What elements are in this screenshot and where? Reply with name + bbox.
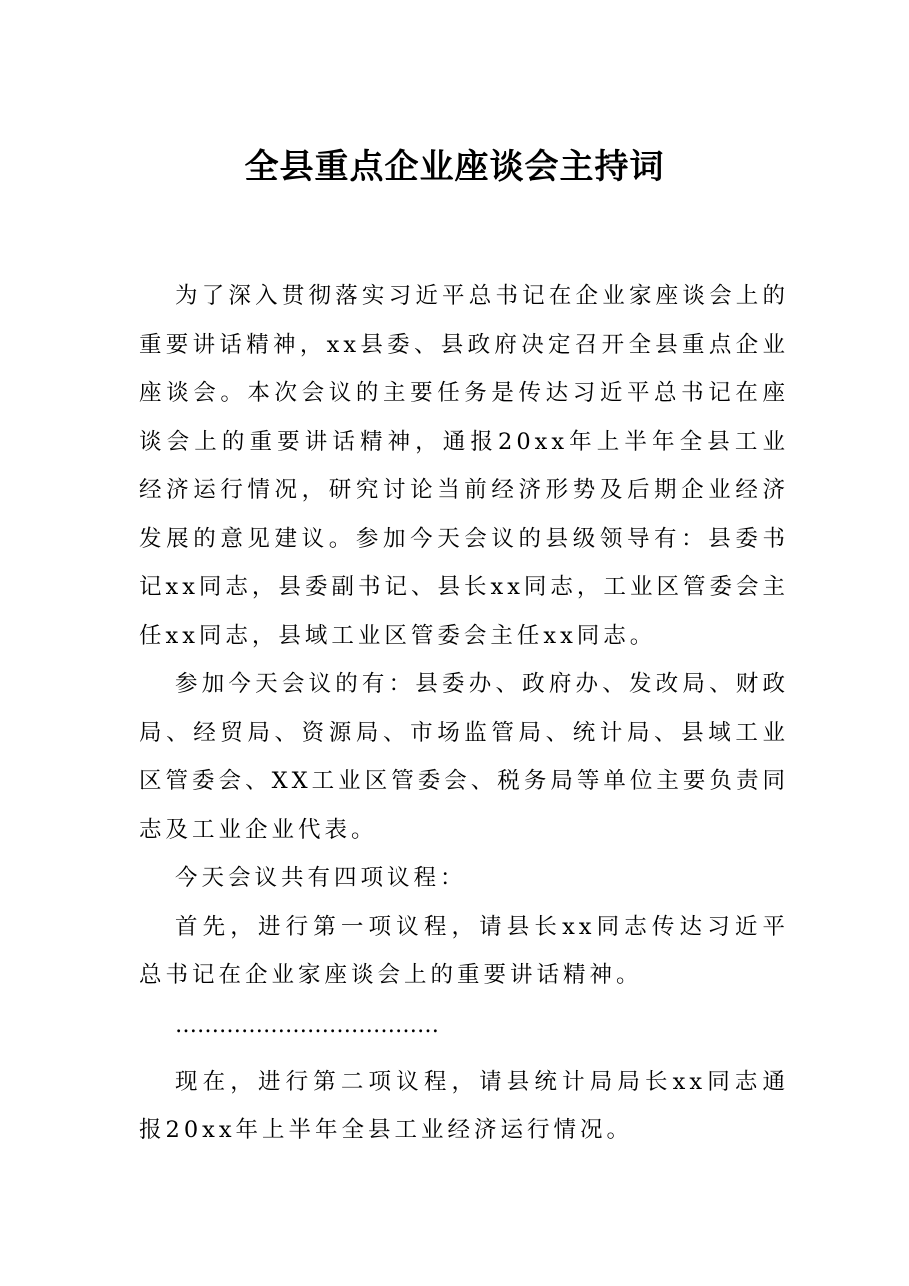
document-title: 全县重点企业座谈会主持词 [244, 147, 665, 187]
paragraph-agenda-item-1: 首先，进行第一项议程，请县长xx同志传达习近平总书记在企业家座谈会上的重要讲话精神。 [139, 913, 789, 988]
paragraph-agenda-count: 今天会议共有四项议程： [175, 865, 467, 891]
ellipsis-separator: ……………………………… [175, 1012, 439, 1038]
document-body [139, 272, 789, 1155]
paragraph-intro: 为了深入贯彻落实习近平总书记在企业家座谈会上的重要讲话精神，xx县委、县政府决定召开全县重点企业座谈会。本次会议的主要任务是传达习近平总书记在座谈会上的重要讲话精神，通报20xx年上半年全县工业经济运行情况，研究讨论当前经济形势及后期企业经济发展的意见建议。参加今天会议的县级领导有：县委书记xx同志，县委副书记、县长xx同志，工业区管委会主任xx同志，县域工业区管委会主任xx同志。 [139, 283, 789, 649]
paragraph-attendees: 参加今天会议的有：县委办、政府办、发改局、财政局、经贸局、资源局、市场监管局、统计局、县域工业区管委会、XX工业区管委会、税务局等单位主要负责同志及工业企业代表。 [139, 671, 789, 843]
paragraph-agenda-item-2: 现在，进行第二项议程，请县统计局局长xx同志通报20xx年上半年全县工业经济运行情况。 [139, 1068, 789, 1143]
